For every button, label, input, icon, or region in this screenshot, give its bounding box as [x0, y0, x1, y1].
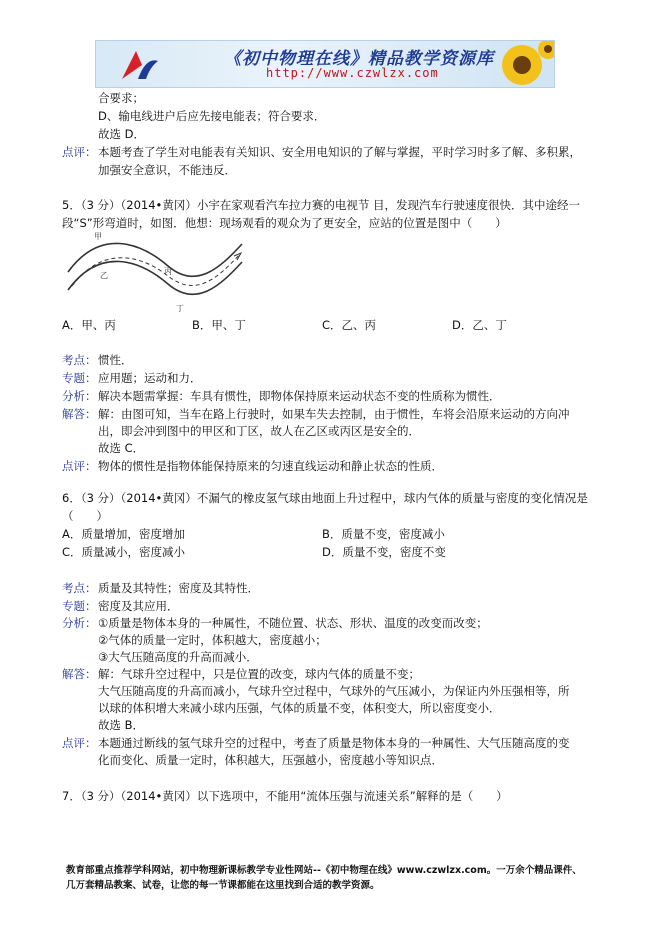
q6-jieda-3: 以球的体积增大来减小球内压强，气体的质量不变，体积变大，所以密度变小． — [98, 701, 501, 715]
q6-zhuanti-label: 专题： — [62, 599, 97, 613]
q6-dianping-1: 本题通过断线的氢气球升空的过程中，考查了质量是物体本身的一种属性、大气压随高度的变 — [98, 736, 570, 750]
q6-jieda-2: 大气压随高度的升高而减小，气球升空过程中，气球外的气压减小，为保证内外压强相等，所 — [98, 684, 570, 698]
q5-option-c: C．乙、丙 — [322, 318, 377, 332]
q6-kaodian: 质量及其特性；密度及其特性． — [98, 581, 259, 595]
q6-option-a: A．质量增加，密度增加 — [62, 527, 185, 541]
q6-fenxi-label: 分析： — [62, 616, 97, 630]
q5-zhuanti: 应用题；运动和力． — [98, 371, 202, 385]
q6-jieda-label: 解答： — [62, 667, 97, 681]
q6-fenxi-3: ③大气压随高度的升高而减小． — [98, 650, 258, 664]
header-banner — [95, 40, 555, 88]
q6-kaodian-label: 考点： — [62, 581, 97, 595]
q6-jieda-1: 解：气球升空过程中，只是位置的改变，球内气体的质量不变； — [98, 667, 420, 681]
q4-comment-2: 加强安全意识，不能违反． — [98, 163, 236, 177]
q7-stem: 7．（3 分）（2014•黄冈）以下选项中，不能用“流体压强与流速关系”解释的是（ ） — [62, 789, 508, 803]
q5-zhuanti-label: 专题： — [62, 371, 97, 385]
q5-dianping-label: 点评： — [62, 459, 97, 473]
q6-stem-1: 6．（3 分）（2014•黄冈）不漏气的橡皮氢气球由地面上升过程中，球内气体的质量与密度的变化情况是 — [62, 491, 588, 505]
q6-zhuanti: 密度及其应用． — [98, 599, 179, 613]
label-bing: 丙 — [164, 267, 172, 276]
q5-kaodian: 惯性． — [98, 353, 133, 367]
q6-option-d: D．质量不变，密度不变 — [322, 545, 446, 559]
s-curve-road-figure — [60, 232, 250, 314]
site-logo — [116, 47, 162, 83]
q5-option-b: B．甲、丁 — [192, 318, 246, 332]
q4-answer: 故选 D． — [98, 127, 146, 141]
q6-stem-2: （ ） — [62, 509, 108, 523]
q4-comment-label: 点评： — [62, 145, 97, 159]
sunflower-image — [492, 41, 554, 87]
q6-option-b: B．质量不变，密度减小 — [322, 527, 445, 541]
q5-option-d: D．乙、丁 — [452, 318, 507, 332]
q4-line-2: D、输电线进户后应先接电能表；符合要求． — [98, 109, 326, 123]
q5-stem-2: 段“S”形弯道时，如图．他想：现场观看的观众为了更安全，应站的位置是图中（ ） — [62, 216, 507, 230]
q5-dianping: 物体的惯性是指物体能保持原来的匀速直线运动和静止状态的性质． — [98, 459, 443, 473]
q5-jieda-label: 解答： — [62, 407, 97, 421]
q5-fenxi: 解决本题需掌握：车具有惯性，即物体保持原来运动状态不变的性质称为惯性． — [98, 389, 501, 403]
q6-dianping-2: 化而变化、质量一定时，体积越大，压强越小，密度越小等知识点． — [98, 753, 443, 767]
q6-fenxi-1: ①质量是物体本身的一种属性，不随位置、状态、形状、温度的改变而改变； — [98, 616, 488, 630]
q6-dianping-label: 点评： — [62, 736, 97, 750]
q5-jieda-2: 出，即会冲到图中的甲区和丁区，故人在乙区或丙区是安全的． — [98, 424, 420, 438]
footer-line-2: 几万套精品教案、试卷，让您的每一节课都能在这里找到合适的教学资源。 — [66, 880, 380, 891]
q5-jieda-1: 解：由图可知，当车在路上行驶时，如果车失去控制，由于惯性，车将会沿原来运动的方向冲 — [98, 407, 570, 421]
label-ding: 丁 — [176, 304, 184, 313]
q5-fenxi-label: 分析： — [62, 389, 97, 403]
q6-option-c: C．质量减小，密度减小 — [62, 545, 186, 559]
label-jia: 甲 — [94, 232, 102, 241]
q6-jieda-4: 故选 B． — [98, 718, 145, 732]
q5-jieda-3: 故选 C． — [98, 441, 145, 455]
banner-title: 《初中物理在线》精品教学资源库 — [224, 49, 494, 69]
footer-line-1: 教育部重点推荐学科网站，初中物理新课标教学专业性网站--《初中物理在线》www.czwlzx.com。一万余个精品课件、 — [66, 865, 582, 876]
q5-option-a: A．甲、丙 — [62, 318, 116, 332]
q5-stem-1: 5．（3 分）（2014•黄冈）小宇在家观看汽车拉力赛的电视节 目，发现汽车行驶速度很快．其中途经一 — [62, 198, 580, 212]
banner-url: http://www.czwlzx.com — [266, 66, 439, 80]
label-yi: 乙 — [100, 271, 108, 280]
q5-kaodian-label: 考点： — [62, 353, 97, 367]
q4-comment-1: 本题考查了学生对电能表有关知识、安全用电知识的了解与掌握，平时学习时多了解、多积累， — [98, 145, 581, 159]
q6-fenxi-2: ②气体的质量一定时，体积越大，密度越小； — [98, 633, 327, 647]
q4-line-1: 合要求； — [98, 91, 144, 105]
